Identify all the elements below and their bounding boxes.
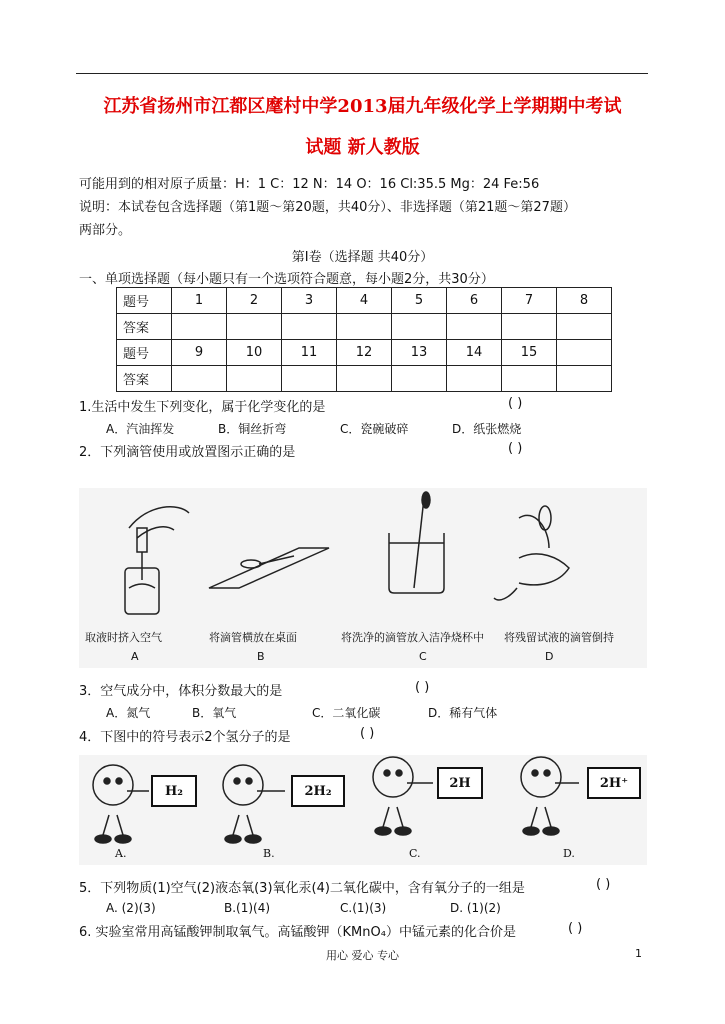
answer-cell[interactable] [337,314,392,340]
dropper-a-image [125,507,189,614]
question-3-text: 3．空气成分中，体积分数最大的是 [79,684,283,699]
exam-note-line2: 两部分。 [79,223,132,238]
table-cell: 6 [447,288,502,314]
question-2-answer-blank[interactable]: ( ) [508,441,523,456]
symbol-card-a: H₂ [151,775,197,807]
symbol-letter-a: A. [115,847,127,860]
footer-motto: 用心 爱心 专心 [326,949,399,962]
symbol-card-c: 2H [437,767,483,799]
table-cell: 1 [172,288,227,314]
figure-caption-a: 取液时挤入空气 [85,631,162,644]
q3-option-c: C．二氧化碳 [312,706,381,720]
q5-option-c: C.(1)(3) [340,901,387,915]
cartoon-c-image [373,757,433,835]
table-cell: 5 [392,288,447,314]
q1-option-d: D．纸张燃烧 [452,422,522,436]
table-cell: 题号 [117,288,172,314]
table-cell: 答案 [117,314,172,340]
dropper-figure [79,488,647,668]
answer-cell[interactable] [337,366,392,392]
answer-cell[interactable] [447,314,502,340]
figure-letter-b: B [257,650,265,663]
answer-cell[interactable] [447,366,502,392]
question-6-answer-blank[interactable]: ( ) [568,921,583,936]
q3-option-b: B．氧气 [192,706,237,720]
answer-cell[interactable] [392,314,447,340]
symbol-letter-b: B. [263,847,275,860]
table-cell: 12 [337,340,392,366]
table-cell: 3 [282,288,337,314]
table-cell: 7 [502,288,557,314]
cartoon-a-image [93,765,149,843]
table-row [117,366,612,392]
table-cell: 15 [502,340,557,366]
figure-letter-d: D [545,650,554,663]
document-title-line2: 试题 新人教版 [305,137,420,158]
table-cell: 8 [557,288,612,314]
question-2-text: 2．下列滴管使用或放置图示正确的是 [79,445,296,460]
atomic-masses: 可能用到的相对原子质量：H：1 C：12 N：14 O：16 Cl:35.5 Mg：24 Fe:56 [79,177,540,192]
question-5-text: 5．下列物质(1)空气(2)液态氧(3)氧化汞(4)二氧化碳中，含有氧分子的一组是 [79,881,525,896]
answer-cell[interactable] [557,314,612,340]
q3-option-a: A．氮气 [106,706,151,720]
table-cell: 13 [392,340,447,366]
answer-cell[interactable] [172,366,227,392]
table-row [117,288,612,314]
table-cell: 4 [337,288,392,314]
question-1-answer-blank[interactable]: ( ) [508,396,523,411]
dropper-b-image [209,548,329,588]
table-cell: 10 [227,340,282,366]
question-5-answer-blank[interactable]: ( ) [596,877,611,892]
table-cell: 题号 [117,340,172,366]
figure-caption-b: 将滴管横放在桌面 [209,631,297,644]
part1-heading: 一、单项选择题（每小题只有一个选项符合题意，每小题2分，共30分） [79,272,494,287]
answer-cell[interactable] [557,366,612,392]
q1-option-c: C．瓷碗破碎 [340,422,409,436]
q1-option-a: A．汽油挥发 [106,422,175,436]
question-1-text: 1.生活中发生下列变化，属于化学变化的是 [79,400,326,415]
q5-option-d: D. (1)(2) [450,901,501,915]
document-title-line1: 江苏省扬州市江都区麾村中学2013届九年级化学上学期期中考试 [103,96,622,117]
exam-note-line1: 说明：本试卷包含选择题（第1题～第20题，共40分）、非选择题（第21题～第27题） [79,200,576,215]
answer-cell[interactable] [227,314,282,340]
cartoon-b-image [223,765,285,843]
section-title: 第Ⅰ卷（选择题 共40分） [291,250,434,265]
table-cell: 2 [227,288,282,314]
cartoon-characters [79,755,647,865]
answer-cell[interactable] [502,366,557,392]
table-row [117,340,612,366]
q1-option-b: B．铜丝折弯 [218,422,287,436]
dropper-c-image [389,492,444,593]
symbol-figure [79,755,647,865]
question-3-answer-blank[interactable]: ( ) [415,680,430,695]
q3-option-d: D．稀有气体 [428,706,498,720]
symbol-card-d: 2H⁺ [587,767,641,799]
table-row [117,314,612,340]
table-cell: 答案 [117,366,172,392]
symbol-letter-c: C. [409,847,421,860]
answer-table [116,287,612,392]
answer-cell[interactable] [502,314,557,340]
symbol-card-b: 2H₂ [291,775,345,807]
table-cell [557,340,612,366]
cartoon-d-image [521,757,579,835]
answer-cell[interactable] [282,366,337,392]
table-cell: 14 [447,340,502,366]
dropper-d-image [494,506,569,600]
question-4-text: 4．下图中的符号表示2个氢分子的是 [79,730,291,745]
page-number: 1 [635,947,642,960]
question-6-text: 6. 实验室常用高锰酸钾制取氧气。高锰酸钾（KMnO₄）中锰元素的化合价是 [79,925,516,940]
question-4-answer-blank[interactable]: ( ) [360,726,375,741]
figure-caption-c: 将洗净的滴管放入洁净烧杯中 [341,631,484,644]
answer-cell[interactable] [172,314,227,340]
answer-cell[interactable] [227,366,282,392]
q5-option-b: B.(1)(4) [224,901,271,915]
figure-letter-a: A [131,650,139,663]
figure-letter-c: C [419,650,427,663]
answer-cell[interactable] [392,366,447,392]
table-cell: 9 [172,340,227,366]
symbol-letter-d: D. [563,847,575,860]
figure-caption-d: 将残留试液的滴管倒持 [504,631,614,644]
q5-option-a: A. (2)(3) [106,901,156,915]
answer-cell[interactable] [282,314,337,340]
table-cell: 11 [282,340,337,366]
header-rule [76,73,648,74]
